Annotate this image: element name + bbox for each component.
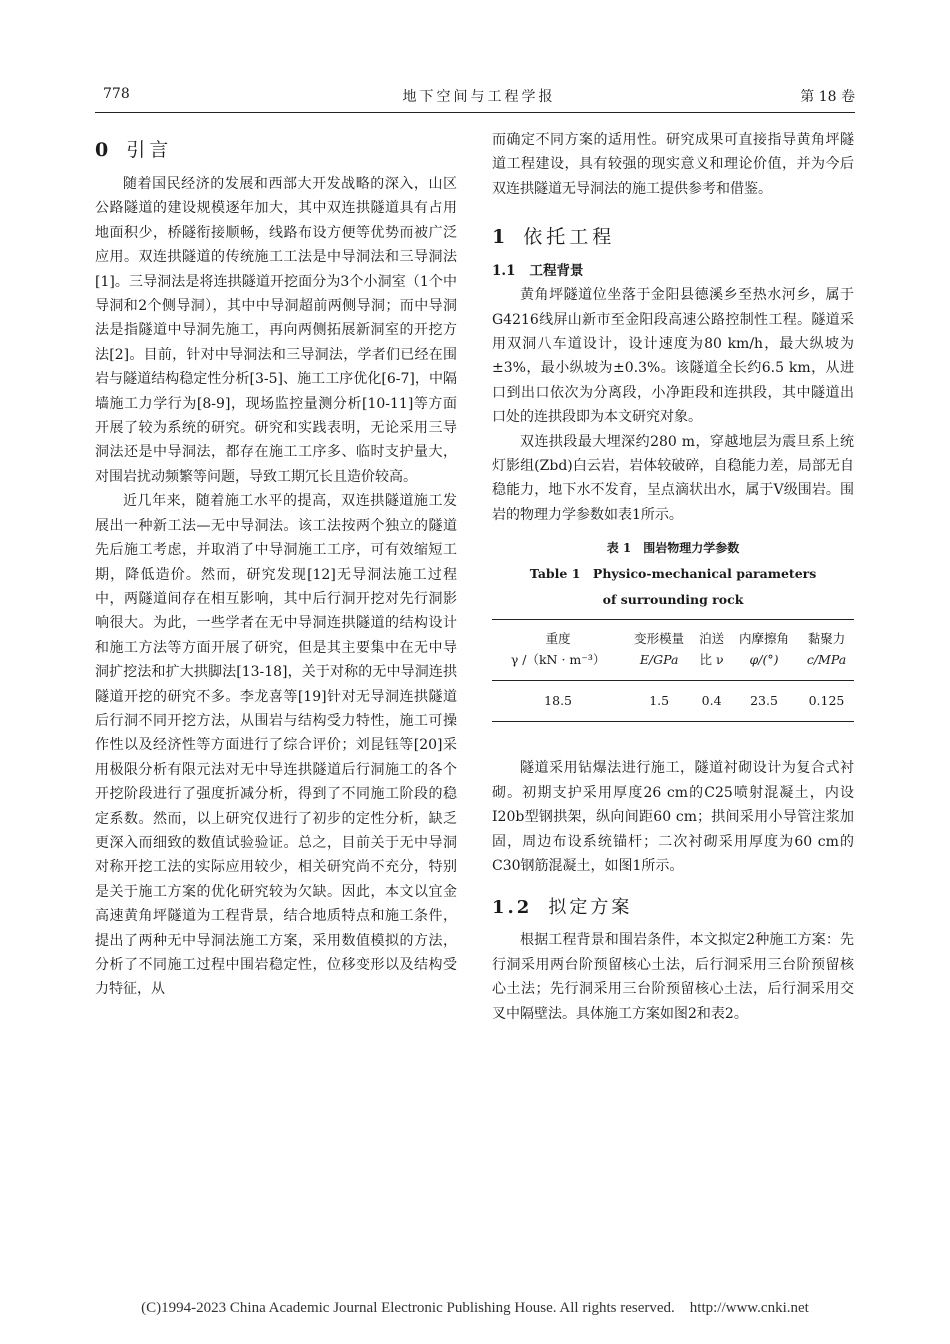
table-caption-en-1: Table 1 Physico-mechanical parameters xyxy=(529,566,817,582)
header-rule xyxy=(95,112,855,113)
intro-paragraph-continued: 而确定不同方案的适用性。研究成果可直接指导黄角坪隧道工程建设，具有较强的现实意义和理论价值，并为今后双连拱隧道无导洞法的施工提供参考和借鉴。 xyxy=(492,132,854,197)
background-paragraph-2: 双连拱段最大埋深约280 m，穿越地层为震旦系上统灯影组(Zbd)白云岩，岩体较破碎，自稳能力差，局部无自稳能力，地下水不发育，呈点滴状出水，属于V级围岩。围岩的物理力学参数如表1所示。 xyxy=(492,433,854,523)
table-caption-en-2: of surrounding rock xyxy=(602,592,744,608)
intro-paragraph-2: 近几年来，随着施工水平的提高，双连拱隧道施工发展出一种新工法—无中导洞法。该工法按两个独立的隧道先后施工考虑，并取消了中导洞施工工序，可有效缩短工期，降低造价。然而，研究发现[12]无导洞法施工过程中，两隧道间存在相互影响，其中后行洞开挖对先行洞影响很大。为此，一些学者在无中导洞连拱隧道的结构设计和施工方法等方面开展了研究，但是其主要集中在无中导洞扩挖法和扩大拱脚法[13-18]，关于对称的无中导洞连拱隧道开挖的研究不多。李龙喜等[19]针对无导洞连拱隧道后行洞不同开挖方法，从围岩与结构受力特性，施工可操作性以及经济性等方面进行了综合评价；刘昆钰等[20]采用极限分析有限元法对无中导连拱隧道后行洞施工的各个开挖阶段进行了强度折减分析，得到了不同施工阶段的稳定系数。然而，以上研究仅进行了初步的定性分析，缺乏更深入而细致的数值试验验证。总之，目前关于无中导洞对称开挖工法的实际应用较少，相关研究尚不充分，特别是关于施工方案的优化研究较为欠缺。因此，本文以宜金高速黄角坪隧道为工程背景，结合地质特点和施工条件，提出了两种无中导洞法施工方案，采用数值模拟的方法，分析了不同施工过程中围岩稳定性，位移变形以及结构受力特征，从 xyxy=(95,493,457,998)
table-header-cell: 泊送 xyxy=(694,620,729,650)
table-cell: 0.4 xyxy=(694,681,729,722)
section-heading-intro: 0 引言 xyxy=(95,139,173,161)
right-column xyxy=(492,128,854,1026)
table-header-unit: γ /（kN · m⁻³） xyxy=(492,649,624,681)
table-header-cell: 黏聚力 xyxy=(799,620,854,650)
table-caption-cn: 表 1 围岩物理力学参数 xyxy=(606,541,740,556)
table-cell: 18.5 xyxy=(492,681,624,722)
copyright-footer: (C)1994-2023 China Academic Journal Electronic Publishing House. All rights reserved. http://www.cnki.net xyxy=(141,1300,809,1316)
page-number: 778 xyxy=(103,86,130,102)
table-header-unit: 比 ν xyxy=(694,649,729,681)
background-paragraph-1: 黄角坪隧道位坐落于金阳县德溪乡至热水河乡，属于G4216线屏山新市至金阳段高速公路控制性工程。隧道采用双洞八车道设计，设计速度为80 km/h，最大纵坡为±3%，最小纵坡为±0.3%。该隧道全长约6.5 km，从进口到出口依次为分离段，小净距段和连拱段，其中隧道出口处的连拱段即为本文研究对象。 xyxy=(492,287,854,426)
table-header-unit: φ/(°) xyxy=(729,649,799,681)
subsection-heading-1-2: 1.2 拟定方案 xyxy=(492,897,633,919)
intro-paragraph-1: 随着国民经济的发展和西部大开发战略的深入，山区公路隧道的建设规模逐年加大，其中双连拱隧道具有占用地面积少，桥隧衔接顺畅，线路布设方便等优势而被广泛应用。双连拱隧道的传统施工工法是中导洞法和三导洞法[1]。三导洞法是将连拱隧道开挖面分为3个小洞室（1个中导洞和2个侧导洞），其中中导洞超前两侧导洞；而中导洞法是指隧道中导洞先施工，再向两侧拓展新洞室的开挖方法[2]。目前，针对中导洞法和三导洞法，学者们已经在围岩与隧道结构稳定性分析[3-5]、施工工序优化[6-7]，中隔墙施工力学行为[8-9]，现场监控量测分析[10-11]等方面开展了较为系统的研究。研究和实践表明，无论采用三导洞法还是中导洞法，都存在施工工序多、临时支护量大，对围岩扰动频繁等问题，导致工期冗长且造价较高。 xyxy=(95,176,457,485)
table-cell: 0.125 xyxy=(799,681,854,722)
subsection-heading-1-1: 1.1 工程背景 xyxy=(492,263,584,280)
table-header-cell: 重度 xyxy=(492,620,624,650)
left-column xyxy=(95,128,457,1002)
volume-label: 第 18 卷 xyxy=(800,89,855,105)
parameters-table xyxy=(492,619,854,722)
background-paragraph-3: 隧道采用钻爆法进行施工，隧道衬砌设计为复合式衬砌。初期支护采用厚度26 cm的C25喷射混凝土，内设I20b型钢拱架，纵向间距60 cm；拱间采用小导管注浆加固，周边布设系统锚杆；二次衬砌采用厚度为60 cm的C30钢筋混凝土，如图1所示。 xyxy=(492,760,854,874)
running-header xyxy=(103,86,855,110)
table-cell: 23.5 xyxy=(729,681,799,722)
table-header-cell: 变形模量 xyxy=(624,620,694,650)
table-header-unit: E/GPa xyxy=(624,649,694,681)
section-heading-1: 1 依托工程 xyxy=(492,226,616,249)
table-row xyxy=(492,681,854,722)
table-1 xyxy=(492,535,854,722)
plan-paragraph: 根据工程背景和围岩条件，本文拟定2种施工方案：先行洞采用两台阶预留核心土法，后行洞采用三台阶预留核心土法；先行洞采用三台阶预留核心土法，后行洞采用交叉中隔壁法。具体施工方案如图2和表2。 xyxy=(492,932,854,1022)
table-header-unit: c/MPa xyxy=(799,649,854,681)
journal-title: 地下空间与工程学报 xyxy=(402,89,556,105)
table-cell: 1.5 xyxy=(624,681,694,722)
table-header-cell: 内摩擦角 xyxy=(729,620,799,650)
